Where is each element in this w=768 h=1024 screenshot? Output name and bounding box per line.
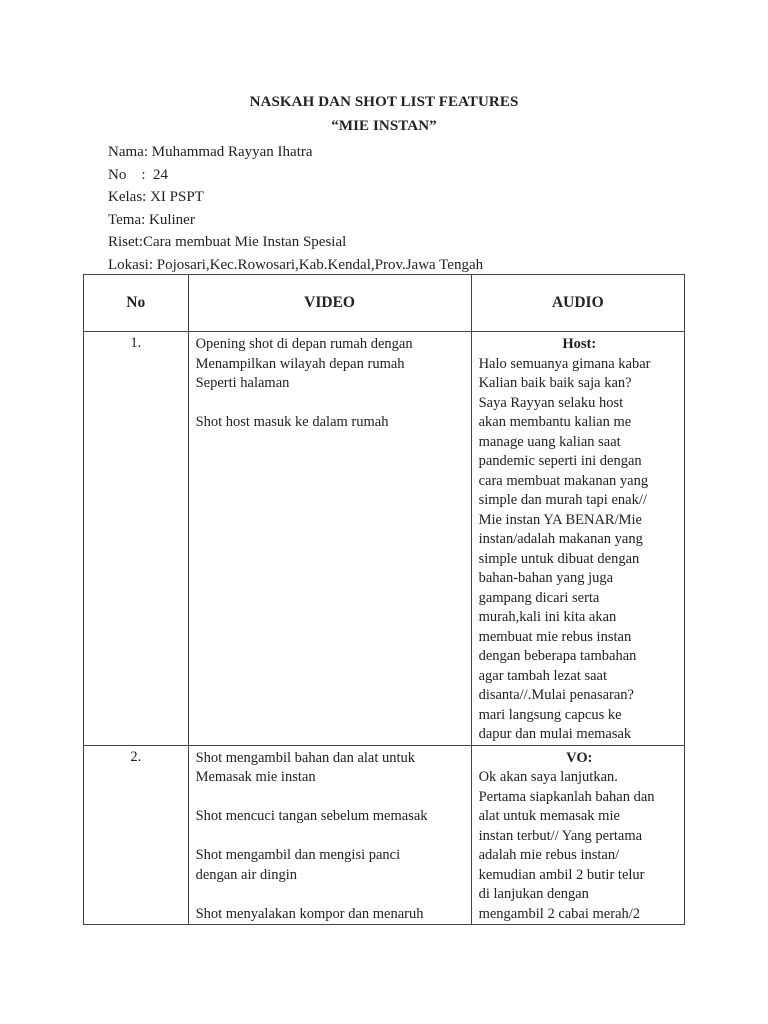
audio-line: disanta//.Mulai penasaran? (478, 687, 634, 703)
video-line: Shot mengambil dan mengisi panci (195, 847, 401, 863)
audio-line: manage uang kalian saat (478, 433, 621, 450)
audio-line: membuat mie rebus instan (478, 628, 632, 645)
audio-line: kemudian ambil 2 butir telur (478, 866, 645, 883)
info-kelas: Kelas: XI PSPT (108, 189, 204, 205)
info-lokasi: Lokasi: Pojosari,Kec.Rowosari,Kab.Kendal,Prov.Jawa Tengah (108, 256, 484, 273)
audio-line: mari langsung capcus ke (478, 706, 622, 723)
audio-line: simple dan murah tapi enak// (478, 492, 647, 508)
audio-line: akan membantu kalian me (478, 414, 632, 430)
shot-list-table (83, 274, 685, 925)
table-row (84, 745, 685, 925)
row-number: 2. (84, 745, 189, 925)
video-line: Shot mencuci tangan sebelum memasak (195, 808, 428, 824)
audio-line: bahan-bahan yang juga (478, 570, 614, 586)
header-video: VIDEO (188, 275, 471, 332)
audio-line: dengan beberapa tambahan (478, 648, 637, 664)
audio-speaker: Host: (562, 336, 597, 352)
video-cell (188, 745, 471, 925)
audio-line: Kalian baik baik saja kan? (478, 375, 632, 391)
video-gap (196, 394, 465, 414)
audio-line: dapur dan mulai memasak (478, 726, 632, 742)
document-title: NASKAH DAN SHOT LIST FEATURES (249, 94, 519, 110)
info-tema: Tema: Kuliner (108, 211, 195, 228)
table-header-row (84, 275, 685, 332)
audio-line: di lanjukan dengan (478, 886, 589, 902)
audio-line: murah,kali ini kita akan (478, 609, 617, 625)
audio-line: Ok akan saya lanjutkan. (478, 769, 618, 785)
video-gap (196, 788, 465, 808)
info-block (108, 141, 483, 276)
video-line: Seperti halaman (195, 375, 290, 391)
table-row (84, 332, 685, 746)
audio-line: pandemic seperti ini dengan (478, 453, 642, 469)
audio-line: adalah mie rebus instan/ (478, 847, 620, 863)
audio-line: alat untuk memasak mie (478, 808, 620, 824)
video-line: Shot menyalakan kompor dan menaruh (195, 905, 424, 922)
row-number: 1. (84, 332, 189, 746)
header-audio: AUDIO (471, 275, 684, 332)
audio-line: cara membuat makanan yang (478, 472, 649, 489)
audio-line: gampang dicari serta (478, 589, 600, 606)
audio-line: Saya Rayyan selaku host (478, 394, 624, 411)
document-subtitle: “MIE INSTAN” (331, 118, 437, 134)
info-riset: Riset:Cara membuat Mie Instan Spesial (108, 234, 347, 250)
audio-line: Pertama siapkanlah bahan dan (478, 788, 655, 805)
audio-line: Halo semuanya gimana kabar (478, 355, 651, 372)
audio-line: instan/adalah makanan yang (478, 531, 643, 547)
audio-line: Mie instan YA BENAR/Mie (478, 511, 642, 528)
audio-speaker: VO: (566, 749, 593, 766)
video-line: dengan air dingin (195, 866, 298, 883)
audio-cell (471, 332, 684, 746)
header-no: No (84, 275, 189, 332)
info-no: No : 24 (108, 166, 168, 183)
video-line: Shot host masuk ke dalam rumah (195, 414, 389, 430)
audio-line: agar tambah lezat saat (478, 667, 607, 684)
video-cell (188, 332, 471, 746)
video-line: Menampilkan wilayah depan rumah (195, 355, 405, 372)
video-gap (196, 885, 465, 905)
audio-line: simple untuk dibuat dengan (478, 550, 640, 567)
video-line: Memasak mie instan (195, 769, 316, 785)
video-line: Opening shot di depan rumah dengan (195, 336, 413, 352)
video-line: Shot mengambil bahan dan alat untuk (195, 749, 416, 766)
video-gap (196, 827, 465, 847)
audio-line: mengambil 2 cabai merah/2 (478, 905, 641, 922)
audio-cell (471, 745, 684, 925)
info-nama: Nama: Muhammad Rayyan Ihatra (108, 144, 313, 160)
audio-line: instan terbut// Yang pertama (478, 827, 643, 844)
